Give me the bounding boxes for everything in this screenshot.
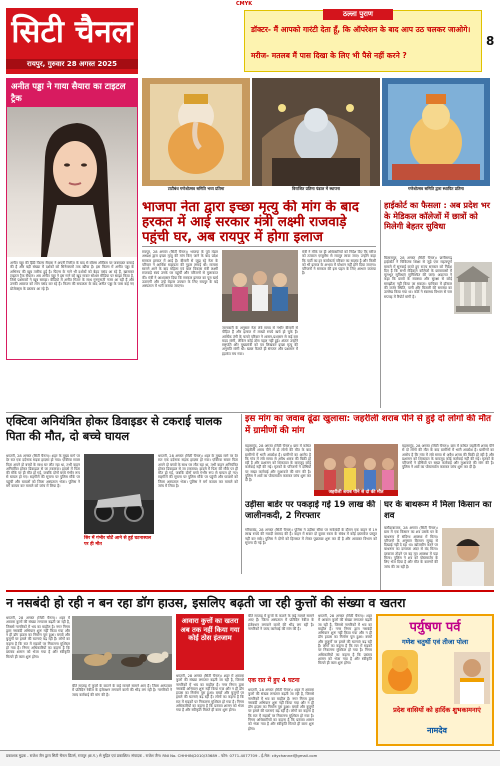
ganesh-caption-3: गणेशोत्सव समिति द्वारा स्थापित प्रतिमा	[408, 186, 464, 191]
dogs-body-continued-4: धमतरी, 28 अगस्त (सिटी चैनल)। शहर में आवारा कुत्तों की संख्या लगातार बढ़ती जा रही है, जिससे नागरिकों में भय का माहौल है। नगर निगम द्वारा नसबंदी अभियान शुरू नहीं किया गया और न ही डॉग हाउस का निर्माण पूरा हुआ। बच्चों और बुजुर्गों पर हमले की घटनाएं बढ़ रही हैं। लोगों का कहना है कि रात में सड़कों पर निकलना मुश्किल हो गया है। निगम अधिकारियों का कहना है कि प्रस्ताव शासन को भेजा गया है और स्वीकृति मिलते ही काम शुरू होगा।	[248, 688, 314, 731]
ad-wish: प्रदेश वासियों को हार्दिक शुभकामनाएं	[393, 706, 481, 714]
dogs-body-continued-2: धमतरी, 28 अगस्त (सिटी चैनल)। शहर में आवारा कुत्तों की संख्या लगातार बढ़ती जा रही है, जिससे नागरिकों में भय का माहौल है। नगर निगम द्वारा नसबंदी अभियान शुरू नहीं किया गया और न ही डॉग हाउस का निर्माण पूरा हुआ। बच्चों और बुजुर्गों पर हमले की घटनाएं बढ़ रही हैं। लोगों का कहना है कि रात में सड़कों पर निकलना मुश्किल हो गया है। निगम अधिकारियों का कहना है कि प्रस्ताव शासन को भेजा गया है और स्वीकृति मिलते ही काम शुरू होगा।	[176, 674, 244, 713]
activa-body-2	[158, 454, 238, 570]
activa-body-continued: धमतरी, 28 अगस्त (सिटी चैनल)। शहर के मुख्य मार्ग पर देर रात एक दर्दनाक सड़क हादसा हो गया। एक्टिवा सवार पिता अपने दो बच्चों के साथ घर लौट रहा था, तभी वाहन अनियंत्रित होकर डिवाइडर से जा टकराया। हादसे में पिता की मौके पर ही मौत हो गई, जबकि दोनों बच्चे गंभीर रूप से घायल हो गए। राहगीरों की सूचना पर पुलिस मौके पर पहुंची और घायलों को जिला अस्पताल भेजा। पुलिस ने मर्ग कायम कर मामले को जांच में लिया है।	[158, 454, 238, 489]
ganesh-caption-2: विराजित प्रतिमा पंडाल में स्थापना	[292, 186, 340, 191]
divider	[241, 414, 242, 574]
lead-headline: भाजपा नेता द्वारा इच्छा मृत्यु की मांग के बाद हरकत में आई सरकार मंत्री लक्ष्मी राजवाड़े पहुंची घर, अब रायपुर में होगा इलाज	[142, 200, 359, 244]
footer-imprint: प्रकाशक मुद्रक - राजेश जैन द्वारा सिटी चैनल प्रिंटर्स, रायपुर (छ.ग.) से मुद्रित एवं प्रकाशित। संपादक - राजेश जैन। RNI No. CHHHIN/2010/33689 - फोन: 0771-4077709 - ई-मेल: citychannel@gmail.com	[6, 753, 318, 758]
ganesh-photo-2	[252, 78, 380, 196]
sharab-photo	[314, 444, 398, 496]
lead-photo	[222, 250, 298, 322]
dogs-body-col6	[318, 614, 372, 746]
page-number: 8	[486, 34, 495, 48]
activa-body-1: धमतरी, 28 अगस्त (सिटी चैनल)। शहर के मुख्य मार्ग पर देर रात एक दर्दनाक सड़क हादसा हो गया। एक्टिवा सवार पिता अपने दो बच्चों के साथ घर लौट रहा था, तभी वाहन अनियंत्रित होकर डिवाइडर से जा टकराया। हादसे में पिता की मौके पर ही मौत हो गई, जबकि दोनों बच्चे गंभीर रूप से घायल हो गए। राहगीरों की सूचना पर पुलिस मौके पर पहुंची और घायलों को जिला अस्पताल भेजा। पुलिस ने मर्ग कायम कर मामले को जांच में लिया है।	[6, 454, 80, 489]
bathroom-photo	[442, 528, 494, 586]
ticker-line-2: मरीज- मतलब मैं पास दिखा के लिए भी पैसे नहीं करने ?	[251, 51, 407, 60]
sharab-body-continued: महासमुंद, 28 अगस्त (सिटी चैनल)। ग्राम में कथित जहरीली शराब पीने से दो लोगों की मौत के बाद ग्रामीणों में भारी आक्रोश है। ग्रामीणों का आरोप है कि गांव में लंबे समय से अवैध शराब की बिक्री हो रही है और प्रशासन को शिकायत के बावजूद कोई कार्रवाई नहीं की गई। मृतकों के परिजनों ने दोषियों पर सख्त कार्रवाई और मुआवजे की मांग की है। पुलिस ने शवों का पोस्टमार्टम कराकर जांच शुरू कर दी है।	[402, 444, 494, 470]
dogs-inset	[176, 614, 244, 670]
dateline: रायपुर, गुरुवार 28 अगस्त 2025	[6, 59, 138, 69]
ad-subtitle: गणेश चतुर्थी एवं तीजा पोला	[401, 638, 469, 646]
court-photo	[454, 262, 492, 314]
dogs-inset-text: आवारा कुत्तों का खतरा अब तक नहीं किया गया कोई ठोस इंतजाम	[180, 617, 240, 642]
dogs-body-continued-3: बीते सप्ताह में कुत्तों के काटने के कई मामले सामने आए हैं। जिला अस्पताल में प्रतिदिन रेबीज के इंजेक्शन लगवाने वालों की भीड़ लग रही है। नागरिकों ने जल्द कार्रवाई की मांग की है।	[248, 614, 314, 631]
divider	[380, 500, 381, 590]
dogs-subhead: एक रात में हुए 4 घटना	[248, 677, 300, 684]
bathroom-headline: घर के बाथरूम में मिला किसान का शव	[384, 500, 492, 521]
activa-headline: एक्टिवा अनियंत्रित होकर डिवाइडर से टकराई चालक पिता की मौत, दो बच्चे घायल	[6, 414, 222, 443]
divider	[6, 590, 494, 592]
bathroom-body: बलौदाबाजार, 28 अगस्त (सिटी चैनल)। ग्राम में एक किसान का शव उसके घर के बाथरूम में संदिग्ध अवस्था में मिला। परिजनों के अनुसार किसान सुबह से दिखाई नहीं दे रहा था। खोजबीन करने पर बाथरूम का दरवाजा अंदर से बंद मिला। दरवाजा तोड़ने पर वह मृत अवस्था में पड़ा मिला। पुलिस ने शव को पोस्टमार्टम के लिए भेज दिया है और मौत के कारणों की जांच की जा रही है।	[384, 526, 438, 569]
lead-col-3: मंत्री ने मौके पर ही अधिकारियों को निर्देश दिए कि मरीज को तत्काल एम्बुलेंस से रायपुर लाया जाए। उन्होंने कहा कि पार्टी का हर कार्यकर्ता परिवार का सदस्य है और किसी को भी इलाज के अभाव में परेशान नहीं होने दिया जाएगा। परिजनों ने सरकार की इस पहल के लिए आभार जताया है।	[302, 250, 376, 276]
activa-photo-caption: सिर में गंभीर चोटें आने से हुई घटनास्थल पर ही मौत	[84, 536, 151, 547]
ad-person	[454, 652, 490, 704]
sharab-body-2	[402, 444, 494, 496]
sharab-photo-caption: जहरीली शराब पीने से दो की मौत	[314, 490, 398, 496]
dogs-body-col2	[72, 684, 172, 746]
dogs-body: धमतरी, 28 अगस्त (सिटी चैनल)। शहर में आवारा कुत्तों की संख्या लगातार बढ़ती जा रही है, जिससे नागरिकों में भय का माहौल है। नगर निगम द्वारा नसबंदी अभियान शुरू नहीं किया गया और न ही डॉग हाउस का निर्माण पूरा हुआ। बच्चों और बुजुर्गों पर हमले की घटनाएं बढ़ रही हैं। लोगों का कहना है कि रात में सड़कों पर निकलना मुश्किल हो गया है। निगम अधिकारियों का कहना है कि प्रस्ताव शासन को भेजा गया है और स्वीकृति मिलते ही काम शुरू होगा।	[6, 616, 70, 659]
dogs-body-col5	[248, 688, 314, 746]
ticker-box	[244, 10, 482, 72]
ticker-line-1: डॉक्टर- मैं आपको गारंटी देता हूँ, कि ऑपरेशन के बाद आप उठ चलकर जाओगे।	[251, 25, 471, 34]
divider	[380, 200, 381, 408]
actress-photo	[7, 107, 137, 257]
ganesh-caption-1: टाटीबंध गणेशोत्सव समिति भव्य प्रतिमा	[167, 186, 225, 191]
ad-name: नामदेव	[427, 726, 447, 735]
dogs-headline: न नसबंदी हो रही न बन रहा डॉग हाउस, इसलिए बढ़ती जा रही कुत्तों की संख्या व खतरा	[6, 595, 406, 610]
actress-headline: अनीत पड्डा ने गाया सैयारा का टाइटल ट्रैक	[7, 79, 137, 107]
ganesh-photo-3	[382, 78, 490, 196]
lead-col-1: रायपुर, 28 अगस्त (सिटी चैनल)। भाजपा के पूर्व मंडल अध्यक्ष द्वारा इच्छा मृत्यु की मांग किए जाने के बाद प्रदेश सरकार हरकत में आई है। बीमारी से जूझ रहे नेता के परिवार ने आर्थिक सहायता की गुहार लगाई थी। मामला सामने आने के बाद महिला एवं बाल विकास मंत्री लक्ष्मी राजवाड़े स्वयं उनके घर पहुंचीं और परिजनों से मुलाकात की। मंत्री ने आश्वासन दिया कि सरकार इलाज का पूरा खर्च उठाएगी और उन्हें बेहतर उपचार के लिए रायपुर के बड़े अस्पताल में भर्ती कराया जाएगा।	[142, 250, 218, 289]
dogs-body-col3	[176, 674, 244, 746]
masthead	[6, 8, 138, 74]
ticker-label: ठल्ला पुराण	[323, 9, 393, 20]
actress-body: अनीत पड्डा की हिंदी फिल्म सैयारा ने अपनी रिलीज के बाद से बॉक्स ऑफिस पर जबरदस्त कमाई की है और बड़ी संख्या में दर्शकों को सिनेमाघरों तक खींचा है। इस फिल्म में अनीत पड्डा के अभिनय की खूब तारीफ हुई है। फिल्म के गाने भी दर्शकों को बेहद पसंद आ रहे हैं, खासकर टाइटल ट्रैक सैयारा। अब अनीत पड्डा ने इस गाने को खुद गाकर सोशल मीडिया पर साझा किया है, जिसे प्रशंसकों ने खूब सराहा। वीडियो में अनीत गिटार के साथ गुनगुनाती नजर आ रही हैं और उनकी आवाज को लोग पसंद कर रहे हैं। फिल्म की सफलता के बाद अनीत पड्डा के पास कई नए प्रोजेक्ट्स के प्रस्ताव आ रहे हैं।	[10, 261, 134, 291]
dogs-photo	[72, 616, 172, 680]
dogs-body-continued: बीते सप्ताह में कुत्तों के काटने के कई मामले सामने आए हैं। जिला अस्पताल में प्रतिदिन रेबीज के इंजेक्शन लगवाने वालों की भीड़ लग रही है। नागरिकों ने जल्द कार्रवाई की मांग की है।	[72, 684, 172, 697]
dogs-body-continued-5: धमतरी, 28 अगस्त (सिटी चैनल)। शहर में आवारा कुत्तों की संख्या लगातार बढ़ती जा रही है, जिससे नागरिकों में भय का माहौल है। नगर निगम द्वारा नसबंदी अभियान शुरू नहीं किया गया और न ही डॉग हाउस का निर्माण पूरा हुआ। बच्चों और बुजुर्गों पर हमले की घटनाएं बढ़ रही हैं। लोगों का कहना है कि रात में सड़कों पर निकलना मुश्किल हो गया है। निगम अधिकारियों का कहना है कि प्रस्ताव शासन को भेजा गया है और स्वीकृति मिलते ही काम शुरू होगा।	[318, 614, 372, 666]
hostel-headline: हाईकोर्ट का फैसला : अब प्रदेश भर के मेडिकल कॉलेजों में छात्रों को मिलेगी बेहतर सुविधा	[384, 200, 490, 231]
hostel-body: बिलासपुर, 28 अगस्त (सिटी चैनल)। छत्तीसगढ़ हाईकोर्ट ने चिकित्सा शिक्षा से जुड़े एक महत्वपूर्ण मामले में सुनवाई करते हुए राज्य सरकार को निर्देश दिए हैं कि सभी मेडिकल कॉलेजों के छात्रावासों में मूलभूत सुविधाएं सुनिश्चित की जाएं। अदालत ने कहा कि छात्रों के स्वास्थ्य और सुरक्षा से कोई समझौता नहीं किया जा सकता। याचिका में हॉस्टल की जर्जर स्थिति, पानी और बिजली की समस्या का उल्लेख किया गया था। कोर्ट ने स्वास्थ्य विभाग से चार सप्ताह में रिपोर्ट मांगी है।	[384, 256, 452, 299]
masthead-title: सिटी चैनल	[11, 14, 133, 50]
ad-image	[382, 650, 418, 694]
lead-col-2: जानकारी के अनुसार नेता लंबे समय से गंभीर बीमारी से पीड़ित हैं और इलाज में लाखों रुपये खर्च हो चुके हैं। आर्थिक तंगी के चलते परिवार ने शासन-प्रशासन से कई बार मदद मांगी, लेकिन कोई ठोस पहल नहीं हुई। अंततः उन्होंने राष्ट्रपति और मुख्यमंत्री को पत्र लिखकर इच्छा मृत्यु की अनुमति मांगी थी। खबर फैलते ही संगठन और प्रशासन में हड़कंप मच गया।	[222, 326, 298, 356]
greeting-ad	[376, 614, 494, 746]
footer	[0, 750, 500, 766]
divider	[142, 246, 376, 247]
sharab-headline: इस मांग का जवाब ढूंढा खुलासा: जहरीली शराब पीने से हुई दो लोगों की मौत में ग्रामीणों की मांग	[245, 414, 492, 436]
sharab-body: महासमुंद, 28 अगस्त (सिटी चैनल)। ग्राम में कथित जहरीली शराब पीने से दो लोगों की मौत के बाद ग्रामीणों में भारी आक्रोश है। ग्रामीणों का आरोप है कि गांव में लंबे समय से अवैध शराब की बिक्री हो रही है और प्रशासन को शिकायत के बावजूद कोई कार्रवाई नहीं की गई। मृतकों के परिजनों ने दोषियों पर सख्त कार्रवाई और मुआवजे की मांग की है। पुलिस ने शवों का पोस्टमार्टम कराकर जांच शुरू कर दी है।	[245, 444, 311, 483]
ganesh-photo-1	[142, 78, 250, 196]
activa-photo	[84, 454, 154, 534]
gambling-headline: उड़ीसा बार्डर पर पकड़ाई गई 19 लाख की जालीनकदी, 2 गिरफ्तार	[245, 500, 376, 521]
cmyk-marker: CMYK	[236, 1, 253, 7]
ad-title: पर्युषण पर्व	[409, 620, 461, 635]
gambling-body: गरियाबंद, 28 अगस्त (सिटी चैनल)। पुलिस ने उड़ीसा सीमा पर नाकेबंदी के दौरान एक वाहन से 19 लाख रुपये की नकदी बरामद की है। वाहन में सवार दो युवक रकम के संबंध में कोई दस्तावेज प्रस्तुत नहीं कर सके। पुलिस ने दोनों को हिरासत में लेकर पूछताछ शुरू कर दी है और आयकर विभाग को सूचना दी गई है।	[245, 528, 377, 545]
dogs-body-col4	[248, 614, 314, 674]
actress-box	[6, 78, 138, 360]
divider	[6, 412, 494, 413]
